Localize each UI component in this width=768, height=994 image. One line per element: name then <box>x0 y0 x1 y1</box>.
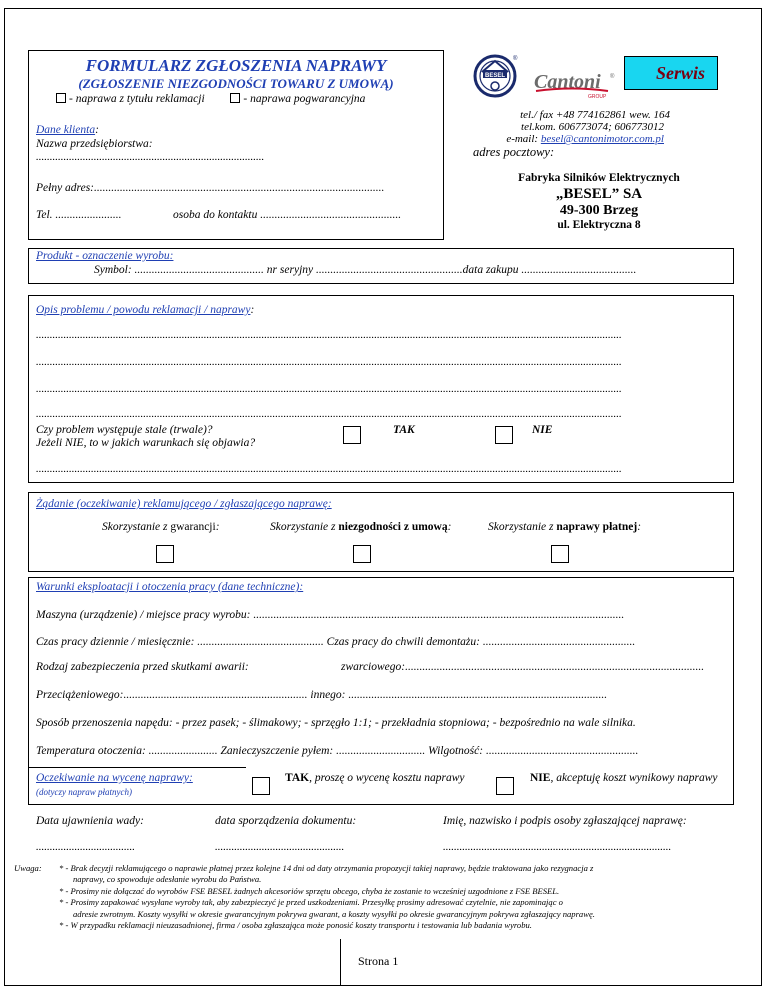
problem-line-2[interactable]: ..................................................................................................................................................................................................................... <box>36 356 622 368</box>
besel-logo <box>472 52 520 98</box>
product-heading: Produkt - oznaczenie wyrobu: <box>36 250 174 262</box>
pogwarancyjna-label: - naprawa pogwarancyjna <box>243 93 366 105</box>
repair-type-options <box>56 93 365 105</box>
estimate-tak-checkbox[interactable] <box>252 777 270 795</box>
svg-text:®: ® <box>513 56 518 62</box>
note-2: * - Prosimy nie dołączać do wyrobów FSE BESEL żadnych akcesoriów sprzętu obcego, chyba że zostanie to wcześniej uzgodnione z FSE BESEL. <box>59 885 560 896</box>
defect-date-field[interactable]: .................................... <box>36 841 135 853</box>
svg-text:BESEL: BESEL <box>484 73 506 79</box>
company-line1: Fabryka Silników Elektrycznych <box>518 172 680 184</box>
page-number: Strona 1 <box>358 954 399 968</box>
tak-label: TAK <box>393 424 415 436</box>
reklamacja-checkbox[interactable] <box>56 93 66 103</box>
estimate-tak-label: TAK, proszę o wycenę kosztu naprawy <box>285 772 465 784</box>
pogwarancyjna-checkbox[interactable] <box>230 93 240 103</box>
environment-field[interactable]: Temperatura otoczenia: ........................ Zanieczyszczenie pyłem: ............................... Wilgotność: ..................................................... <box>36 745 639 757</box>
problem-line-4[interactable]: ..................................................................................................................................................................................................................... <box>36 408 622 420</box>
contact-tel-fax: tel./ fax +48 774162861 wew. 164 <box>520 109 670 121</box>
estimate-underline-box <box>28 767 246 768</box>
company-line4: ul. Elektryczna 8 <box>557 219 641 231</box>
problem-line-5[interactable]: ..................................................................................................................................................................................................................... <box>36 463 622 475</box>
conditions-heading: Warunki eksploatacji i otoczenia pracy (dane techniczne): <box>36 581 304 593</box>
cantoni-logo <box>532 66 618 100</box>
machine-field[interactable]: Maszyna (urządzenie) / miejsce pracy wyrobu: ................................................................................................................................. <box>36 609 625 621</box>
defect-date-label: Data ujawnienia wady: <box>36 815 144 827</box>
niezgodnosc-checkbox[interactable] <box>353 545 371 563</box>
request-option-platna: Skorzystanie z naprawy płatnej: <box>488 521 642 533</box>
problem-line-1[interactable]: ..................................................................................................................................................................................................................... <box>36 329 622 341</box>
estimate-heading: Oczekiwanie na wycenę naprawy: <box>36 772 193 784</box>
problem-heading: Opis problemu / powodu reklamacji / naprawy: <box>36 304 255 316</box>
footer-notes <box>14 863 754 931</box>
contact-tel-kom: tel.kom. 606773074; 606773012 <box>521 121 664 133</box>
serwis-label: Serwis <box>655 63 705 83</box>
postal-address-label: adres pocztowy: <box>473 145 555 159</box>
estimate-nie-checkbox[interactable] <box>496 777 514 795</box>
nie-checkbox[interactable] <box>495 426 513 444</box>
estimate-note: (dotyczy napraw płatnych) <box>36 787 132 797</box>
signature-field[interactable]: ................................................................................... <box>443 841 672 853</box>
address-field[interactable]: Pełny adres:..................................................................................................... <box>36 182 385 194</box>
uwaga-label: Uwaga: <box>14 863 42 873</box>
product-fields[interactable]: Symbol: ............................................. nr seryjny ...................................................data zakupu ........................................ <box>94 264 637 276</box>
reklamacja-label: - naprawa z tytułu reklamacji <box>69 93 205 105</box>
estimate-nie-label: NIE, akceptuję koszt wynikowy naprawy <box>530 772 718 784</box>
document-date-label: data sporządzenia dokumentu: <box>215 815 357 827</box>
protection-label: Rodzaj zabezpieczenia przed skutkami awarii: <box>36 661 249 673</box>
problem-line-3[interactable]: ..................................................................................................................................................................................................................... <box>36 383 622 395</box>
problem-question-1: Czy problem występuje stale (trwale)? <box>36 424 213 436</box>
note-3: * - Prosimy zapakować wysyłane wyroby tak, aby zabezpieczyć je przed uszkodzeniami. Przesyłkę prosimy adresować czytelnie, nie zapominając o <box>59 897 563 908</box>
short-circuit-field[interactable]: zwarciowego:........................................................................................................ <box>341 661 705 673</box>
signature-label: Imię, nazwisko i podpis osoby zgłaszającej naprawę: <box>443 815 687 827</box>
platna-checkbox[interactable] <box>551 545 569 563</box>
note-3b: adresie zwrotnym. Koszty wysyłki w okresie gwarancyjnym pokrywa gwarant, a koszty wysyłki po okresie gwarancyjnym pokrywa zgłaszający naprawę. <box>73 908 595 919</box>
work-time-field[interactable]: Czas pracy dziennie / miesięcznie: ............................................ Czas pracy do chwili demontażu: ..................................................... <box>36 636 636 648</box>
request-heading: Żądanie (oczekiwanie) reklamującego / zgłaszającego naprawę: <box>36 498 332 510</box>
contact-email: e-mail: besel@cantonimotor.com.pl <box>506 133 664 145</box>
note-1b: naprawy, co spowoduje odesłanie wyrobu do Państwa. <box>73 874 262 885</box>
note-4: * - W przypadku reklamacji nieuzasadnionej, firma / osoba zgłaszająca może ponosić koszty transportu i testowania lub badania wyrobu. <box>59 920 532 931</box>
document-date-field[interactable]: ............................................... <box>215 841 345 853</box>
company-name-field[interactable]: ................................................................................... <box>36 151 265 163</box>
svg-text:Cantoni: Cantoni <box>534 71 601 93</box>
request-option-niezgodnosc: Skorzystanie z niezgodności z umową: <box>270 521 452 533</box>
nie-label: NIE <box>532 424 553 436</box>
company-line2: „BESEL” SA <box>555 186 643 202</box>
gwarancja-checkbox[interactable] <box>156 545 174 563</box>
form-title: FORMULARZ ZGŁOSZENIA NAPRAWY <box>85 56 387 75</box>
phone-field[interactable]: Tel. ....................... <box>36 209 122 221</box>
drive-transmission: Sposób przenoszenia napędu: - przez pasek; - ślimakowy; - sprzęgło 1:1; - przekładnia stopniowa; - bezpośrednio na wale silnika. <box>36 717 636 729</box>
contact-person-field[interactable]: osoba do kontaktu ................................................. <box>173 209 402 221</box>
svg-text:GROUP: GROUP <box>588 94 607 100</box>
tak-checkbox[interactable] <box>343 426 361 444</box>
footer-divider <box>340 939 341 986</box>
overload-field[interactable]: Przeciążeniowego:................................................................ innego: .......................................................................................... <box>36 689 608 701</box>
company-line3: 49-300 Brzeg <box>559 203 639 218</box>
email-link[interactable]: besel@cantonimotor.com.pl <box>540 133 664 145</box>
company-name-label: Nazwa przedsiębiorstwa: <box>36 138 153 150</box>
request-option-gwarancja: Skorzystanie z gwarancji: <box>102 521 220 533</box>
svg-text:®: ® <box>610 74 615 80</box>
note-1: * - Brak decyzji reklamującego o naprawie płatnej przez kolejne 14 dni od daty otrzymania propozycji takiej naprawy, będzie traktowana jako rezygnacja z <box>59 863 594 873</box>
serwis-badge <box>624 56 718 90</box>
problem-question-2: Jeżeli NIE, to w jakich warunkach się objawia? <box>36 437 256 449</box>
form-subtitle: (ZGŁOSZENIE NIEZGODNOŚCI TOWARU Z UMOWĄ) <box>78 76 394 91</box>
client-heading: Dane klienta: <box>36 124 99 136</box>
